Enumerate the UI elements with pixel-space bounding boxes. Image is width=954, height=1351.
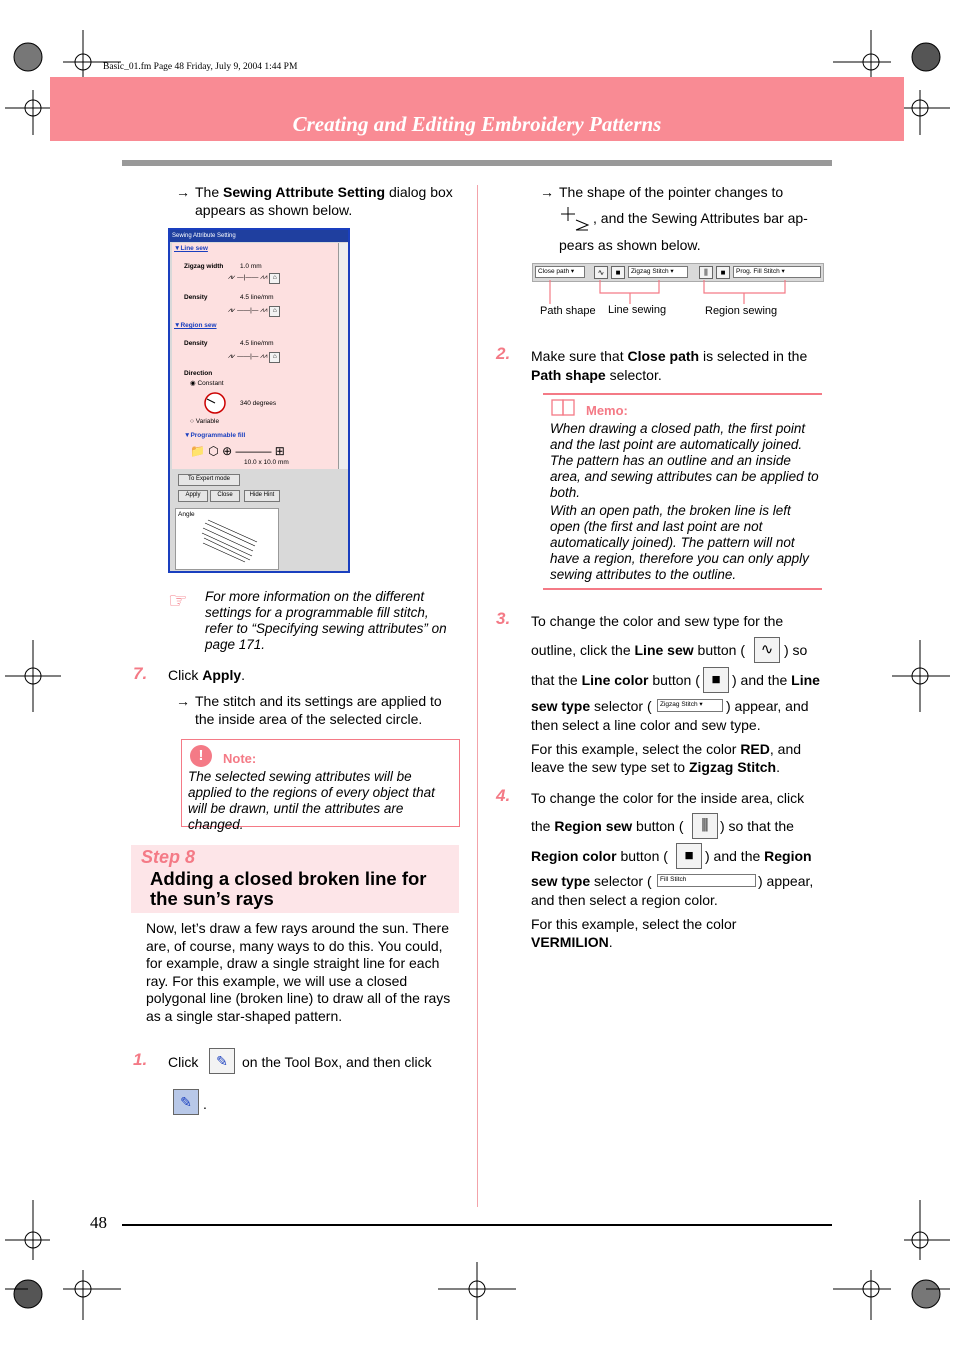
s3-ex-e: . [776,759,780,775]
callout-region-sewing: Region sewing [705,305,778,317]
memo-book-icon [550,398,578,418]
step3-line5: then select a line color and sew type. [531,717,761,733]
programmable-fill-header[interactable]: ▼Programmable fill [184,432,246,439]
step4-line4 [531,872,652,890]
region-density-slider[interactable]: ⩘⩗ ——|— ⩘⩘ ⌂ [228,352,280,363]
density-label: Density [184,294,208,301]
header-rule [122,160,832,166]
broken-line-tool-icon[interactable]: ✎ [173,1089,199,1115]
region-sew-type-inline-value: Fill Stitch [660,876,687,883]
region-sew-header[interactable]: ▼Region sew [174,322,217,329]
region-sew-type-selector[interactable] [657,874,756,887]
fill-pattern-icons[interactable]: 📁 ⬡ ⊕ ——— ⊞ [190,444,285,458]
step4-line2-end: ) so that the [720,818,794,834]
step8-body: Now, let’s draw a few rays around the sun. There are, of course, many ways to do this. You could, for example, draw a single straight line for each ray. For this example, we will use a closed polygonal line (broken line) to draw all of the rays as a single star-shaped pattern. [146,920,451,1024]
programmable-fill-label: Programmable fill [190,432,246,439]
column-divider [477,185,478,1207]
s2-c: is selected in the [699,348,808,364]
step8-label: Step 8 [141,847,196,867]
line-sew-type-selector[interactable]: Zigzag Stitch ▾ [657,699,723,712]
note-text: The selected sewing attributes will be applied to the regions of every object that will be drawn, until the attributes are changed. [188,769,435,832]
apply-button[interactable]: Apply [178,490,208,502]
direction-dial-icon[interactable] [203,391,227,415]
step7-arrow: → [176,693,190,709]
s3-ex-b: RED [740,741,770,757]
page-header-title: Creating and Editing Embroidery Patterns [292,112,662,136]
line-sew-header[interactable]: ▼Line sew [174,245,208,252]
intro-post: dialog box appears as shown below. [195,184,453,218]
step3-line2 [531,641,745,659]
note-label: Note: [223,751,257,766]
step4-line4-end: ) appear, [758,873,814,889]
density-slider[interactable]: ⩘⩗ ——|— ⩘⩘ ⌂ [228,306,280,317]
dialog-scrollbar[interactable] [338,243,348,469]
step3-line3 [531,671,700,689]
pointer-cross-icon [559,205,591,231]
sewing-attribute-dialog [168,228,350,573]
fill-size-value: 10.0 x 10.0 mm [244,459,289,466]
file-info: Basic_01.fm Page 48 Friday, July 9, 2004 1:44 PM [103,62,298,72]
constant-radio[interactable]: ◉ Constant [190,380,224,387]
s4-ex-b: VERMILION [531,934,609,950]
s4-l4a: sew type [531,873,591,889]
step7-pre: Click [168,667,203,683]
s2-e: selector. [605,367,662,383]
zigzag-width-slider[interactable]: ⩘⩗ —|—— ⩘⩘ ⌂ [228,273,280,284]
region-density-label: Density [184,340,208,347]
step3-line1: To change the color and sew type for the [531,613,784,629]
step3-number: 3. [496,609,511,628]
note-icon: ! [190,745,212,767]
s2-a: Make sure that [531,348,628,364]
zigzag-width-label: Zigzag width [184,263,224,270]
step4-line3-end [705,847,812,865]
intro-text [195,183,463,219]
step3-line3-end [732,671,820,689]
density-value: 4.5 line/mm [240,294,274,301]
hint-icon: ☞ [168,588,188,613]
s3-l3c: button ( [648,672,700,688]
pointer-post: , and the Sewing Attributes bar ap- [593,210,808,226]
step8-title: Adding a closed broken line for the sun’s rays [150,868,427,909]
s4-ex-a: For this example, select the color [531,916,737,932]
s3-ex-c: , and leave the sew type set to [531,741,802,775]
pointer-text: The shape of the pointer changes to [559,184,784,200]
angle-label: Angle [178,511,195,518]
s3-l2b: Line sew [634,642,694,658]
s3-l2c: button ( [693,642,746,658]
memo-paragraph-2: With an open path, the broken line is left open (the first and last point are not automatically joined). The pattern will not have a region, therefore you can only apply sewing attributes to the outline. [550,503,809,582]
path-shape-value: Close path [538,268,570,275]
degrees-value: 340 degrees [240,400,277,407]
step4-line1: To change the color for the inside area, click [531,790,805,806]
s3-ex-d: Zigzag Stitch [688,759,777,775]
pointer-arrow: → [540,184,554,200]
variable-label: Variable [195,418,220,425]
step1-end: . [203,1096,207,1112]
close-button[interactable]: Close [210,490,240,502]
step7-text [168,666,245,684]
s3-l3a: that the [531,672,582,688]
step2-number: 2. [496,344,511,363]
s4-l4b: selector ( [590,873,652,889]
dialog-title: Sewing Attribute Setting [170,230,348,242]
s4-l3d: Region [764,848,812,864]
region-sew-label: Region sew [180,322,217,329]
path-shape-selector[interactable]: Close path ▾ [535,266,585,278]
region-sew-bar-button[interactable]: ⫼ [699,266,713,279]
callout-line-sewing: Line sewing [608,304,667,316]
step7-result: The stitch and its settings are applied to the inside area of the selected circle. [195,693,442,727]
s3-l4a: sew type [531,698,591,714]
to-expert-button[interactable]: To Expert mode [178,474,240,486]
step4-line3 [531,847,668,865]
step3-line2-end: ) so [784,642,808,658]
region-color-bar-button[interactable]: ■ [716,266,730,279]
s2-d: Path shape [531,367,606,383]
region-color-button-icon[interactable]: ■ [676,843,702,869]
s3-l3d: ) and the [732,672,792,688]
step1-number: 1. [133,1050,148,1069]
s2-b: Close path [627,348,700,364]
s4-l2a: the [531,818,555,834]
callout-path-shape: Path shape [540,305,596,317]
memo-bottom-rule [543,588,822,590]
line-sew-type-inline-value: Zigzag Stitch [660,701,698,708]
step7-number: 7. [133,664,148,683]
zigzag-width-value: 1.0 mm [240,263,262,270]
s4-l3c: ) and the [705,848,765,864]
s3-ex-a: For this example, select the color [531,741,741,757]
step3-line4 [531,697,652,715]
line-sew-button-icon[interactable]: ∿ [754,637,780,663]
memo-label: Memo: [586,403,628,418]
region-sew-button-icon[interactable]: ⫼ [692,813,718,839]
line-sew-bar-button[interactable]: ∿ [594,266,608,279]
step4-line5: and then select a region color. [531,892,718,908]
s4-l2b: Region sew [554,818,633,834]
line-sew-type-bar-selector[interactable]: Zigzag Stitch ▾ [628,266,688,278]
hide-hint-button[interactable]: Hide Hint [244,490,280,502]
direction-label: Direction [184,370,213,377]
region-sew-type-bar-selector[interactable]: Prog. Fill Stitch ▾ [733,266,821,278]
step1-mid: on the Tool Box, and then click [242,1054,432,1070]
s4-l3b: button ( [616,848,668,864]
step7-post: . [241,667,246,683]
footer-rule [122,1224,832,1226]
hint-text: For more information on the different settings for a programmable fill stitch, refer to “Specifying sewing attributes” on page 171. [205,589,447,652]
angle-preview-image [200,518,260,563]
step4-example [531,915,821,951]
line-color-button-icon[interactable]: ■ [703,667,729,693]
region-density-value: 4.5 line/mm [240,340,274,347]
intro-arrow: → [176,184,190,200]
s3-l3b: Line color [581,672,649,688]
s4-ex-c: . [608,934,613,950]
pointer-post2: pears as shown below. [559,237,701,253]
s4-l3a: Region color [531,848,617,864]
step7-bold: Apply [202,667,242,683]
page-number: 48 [90,1213,107,1232]
s3-l3e: Line [791,672,820,688]
toolbox-shape-icon[interactable]: ✎ [209,1048,235,1074]
step1-click: Click [168,1054,199,1070]
step3-line4-end: ) appear, and [726,698,809,714]
intro-bold: Sewing Attribute Setting [223,184,386,200]
line-sew-type-value: Zigzag Stitch [631,268,669,275]
memo-top-rule [543,393,822,395]
step3-example [531,740,821,776]
s4-l2c: button ( [632,818,684,834]
line-sew-label: Line sew [180,245,208,252]
memo-paragraph-1: When drawing a closed path, the first point and the last point are automatically joined. The pattern has an outline and an inside area, and sewing attributes can be applied to both. [550,421,819,500]
step4-line2 [531,817,684,835]
constant-label: Constant [197,380,224,387]
region-sew-type-value: Prog. Fill Stitch [736,268,780,275]
s3-l2a: outline, click the [531,642,635,658]
variable-radio[interactable]: ○ Variable [190,418,220,425]
callout-lines [530,278,830,308]
line-color-bar-button[interactable]: ■ [611,266,625,279]
step2-text [531,347,821,385]
intro-pre: The [195,184,224,200]
s3-l4b: selector ( [590,698,652,714]
step4-number: 4. [496,786,511,805]
